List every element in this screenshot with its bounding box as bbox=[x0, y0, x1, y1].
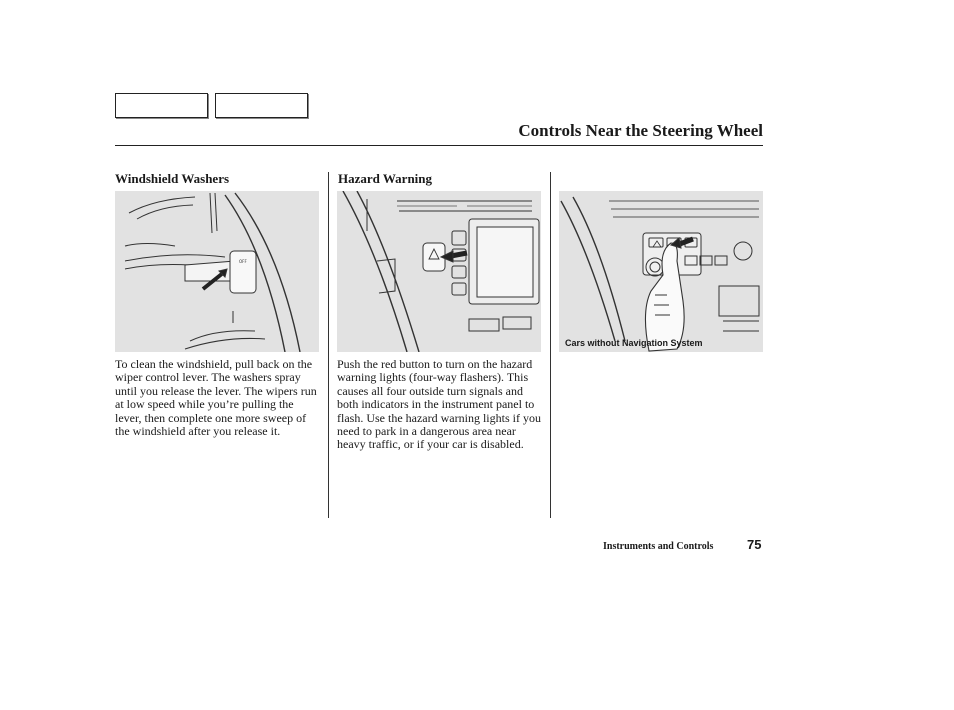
hazard-body-text: Push the red button to turn on the hazard warning lights (four-way flashers). This causes all four outside turn signals and both indicators in the instrument panel to flash. Use the hazard warning lights if you need to park in a dangerous area near heavy traffic, or if your car is disabled. bbox=[337, 357, 541, 452]
figure-caption: Cars without Navigation System bbox=[565, 338, 703, 348]
hazard-button-illustration bbox=[337, 191, 541, 352]
page-number: 75 bbox=[747, 537, 762, 552]
column-divider-2 bbox=[550, 172, 551, 518]
wiper-lever-illustration bbox=[115, 191, 319, 352]
footer-section-label: Instruments and Controls bbox=[603, 541, 714, 552]
title-rule bbox=[115, 145, 763, 146]
column-divider-1 bbox=[328, 172, 329, 518]
svg-text:OFF: OFF bbox=[239, 259, 247, 264]
nav-tab-2[interactable] bbox=[215, 93, 308, 118]
page-title: Controls Near the Steering Wheel bbox=[518, 121, 763, 140]
hazard-button-no-nav-illustration bbox=[559, 191, 763, 352]
washers-heading: Windshield Washers bbox=[115, 171, 230, 186]
hazard-heading: Hazard Warning bbox=[338, 171, 433, 186]
washers-body-text: To clean the windshield, pull back on the wiper control lever. The washers spray until you release the lever. The wipers run at low speed while you’re pulling the lever, then complete one more sweep of the windshield after you release it. bbox=[115, 357, 317, 439]
nav-tab-1[interactable] bbox=[115, 93, 208, 118]
